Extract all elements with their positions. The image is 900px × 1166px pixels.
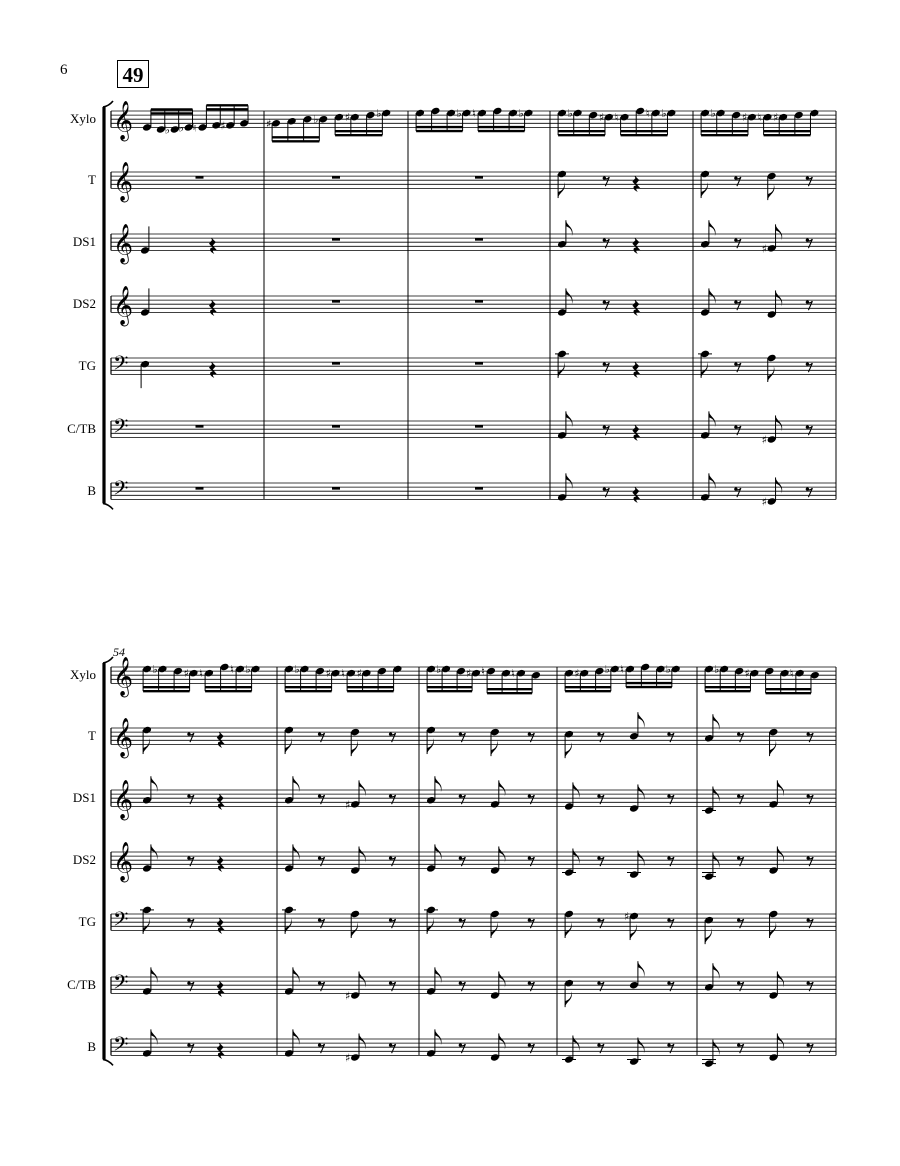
eighth-rest-stem <box>460 733 465 742</box>
eighth-rest-stem <box>739 919 744 928</box>
sharp-sign: ♯ <box>773 111 779 125</box>
eighth-rest-stem <box>807 363 812 372</box>
whole-rest <box>332 487 340 490</box>
note-flag <box>351 740 358 756</box>
eighth-rest-stem <box>739 1044 744 1053</box>
instrument-label: T <box>88 728 96 744</box>
instrument-label: B <box>87 483 96 499</box>
eighth-rest-stem <box>529 795 534 804</box>
sharp-sign: ♯ <box>220 119 226 133</box>
note-flag <box>770 740 777 756</box>
eighth-rest-stem <box>604 301 609 310</box>
sharp-sign: ♯ <box>574 667 580 681</box>
instrument-label: DS1 <box>72 790 96 806</box>
note-flag <box>573 782 580 798</box>
eighth-rest-stem <box>669 982 674 991</box>
eighth-rest-stem <box>391 982 396 991</box>
eighth-rest-stem <box>189 795 194 804</box>
flat-sign: ♭ <box>714 663 720 677</box>
eighth-rest-stem <box>599 857 604 866</box>
staff-xylo <box>111 656 836 728</box>
eighth-rest-stem <box>189 1044 194 1053</box>
treble-clef: 𝄞 <box>113 223 134 264</box>
natural-sign: ♮ <box>620 663 624 677</box>
eighth-rest-stem <box>604 239 609 248</box>
instrument-label: DS2 <box>72 296 96 312</box>
instrument-label: TG <box>78 914 96 930</box>
bass-clef: 𝄢 <box>113 1032 129 1061</box>
eighth-rest-stem <box>391 733 396 742</box>
staff-tg <box>111 350 836 421</box>
natural-sign: ♮ <box>614 111 619 125</box>
sharp-sign: ♯ <box>761 433 767 447</box>
eighth-rest-stem <box>460 795 465 804</box>
instrument-label: TG <box>78 358 96 374</box>
eighth-rest-stem <box>460 1044 465 1053</box>
quarter-rest <box>633 487 640 502</box>
instrument-label: T <box>88 172 96 188</box>
eighth-rest-stem <box>808 857 813 866</box>
sharp-sign: ♯ <box>345 1051 351 1065</box>
eighth-rest-stem <box>604 177 609 186</box>
eighth-rest-stem <box>460 919 465 928</box>
eighth-rest-stem <box>669 1044 674 1053</box>
note-flag <box>713 787 720 803</box>
eighth-rest-stem <box>736 426 741 435</box>
system-2 <box>103 656 836 1068</box>
whole-rest <box>332 425 340 428</box>
eighth-rest-stem <box>736 177 741 186</box>
eighth-rest-stem <box>808 982 813 991</box>
eighth-rest-stem <box>807 426 812 435</box>
natural-sign: ♮ <box>192 121 197 135</box>
eighth-rest-stem <box>320 982 325 991</box>
eighth-rest-stem <box>189 857 194 866</box>
quarter-rest <box>633 176 640 191</box>
treble-clef: 𝄞 <box>113 779 134 820</box>
measure-number-system-2: 54 <box>113 645 125 659</box>
treble-clef: 𝄞 <box>113 717 134 758</box>
staff-b <box>111 1029 836 1068</box>
eighth-rest-stem <box>391 1044 396 1053</box>
treble-clef: 𝄞 <box>113 285 134 326</box>
sharp-sign: ♯ <box>741 111 748 125</box>
whole-rest <box>332 300 340 303</box>
eighth-rest-stem <box>669 795 674 804</box>
flat-sign: ♭ <box>710 107 716 121</box>
sharp-sign: ♯ <box>266 117 272 131</box>
eighth-rest-stem <box>460 982 465 991</box>
flat-sign: ♭ <box>456 107 462 121</box>
eighth-rest-stem <box>529 982 534 991</box>
whole-rest <box>332 176 340 179</box>
quarter-rest <box>217 1043 224 1058</box>
staff-c-tb <box>111 411 836 483</box>
eighth-rest-stem <box>739 982 744 991</box>
natural-sign: ♮ <box>199 667 203 681</box>
eighth-rest-stem <box>736 239 741 248</box>
sharp-sign: ♯ <box>744 667 750 681</box>
eighth-rest-stem <box>808 1044 813 1053</box>
flat-sign: ♭ <box>567 107 573 121</box>
instrument-label: B <box>87 1039 96 1055</box>
note-flag <box>491 740 498 756</box>
rehearsal-mark: 49 <box>117 60 149 88</box>
instrument-label: DS1 <box>72 234 96 250</box>
eighth-rest-stem <box>807 488 812 497</box>
note-flag <box>638 961 645 977</box>
whole-rest <box>196 425 204 428</box>
eighth-rest-stem <box>599 919 604 928</box>
sharp-sign: ♯ <box>325 667 331 681</box>
whole-rest <box>475 362 483 365</box>
quarter-rest <box>217 856 224 871</box>
quarter-rest <box>217 732 224 747</box>
whole-rest <box>475 425 483 428</box>
whole-rest <box>196 176 204 179</box>
eighth-rest-stem <box>529 733 534 742</box>
eighth-rest-stem <box>599 733 604 742</box>
flat-sign: ♭ <box>313 113 319 127</box>
eighth-rest-stem <box>807 239 812 248</box>
whole-rest <box>332 362 340 365</box>
staff-t <box>111 712 836 790</box>
flat-sign: ♭ <box>294 663 300 677</box>
eighth-rest-stem <box>669 919 674 928</box>
sharp-sign: ♯ <box>624 910 630 924</box>
bass-clef: 𝄢 <box>113 351 129 380</box>
eighth-rest-stem <box>189 919 194 928</box>
note-flag <box>435 844 442 860</box>
quarter-rest <box>209 238 216 253</box>
whole-rest <box>475 300 483 303</box>
staff-c-tb <box>111 961 836 1039</box>
natural-sign: ♮ <box>230 663 234 677</box>
system-1 <box>103 100 836 509</box>
sharp-sign: ♯ <box>761 242 767 256</box>
bracket-bottom <box>103 503 113 509</box>
whole-rest <box>196 487 204 490</box>
flat-sign: ♭ <box>376 107 382 121</box>
quarter-rest <box>217 918 224 933</box>
sharp-sign: ♯ <box>761 495 767 509</box>
eighth-rest-stem <box>736 301 741 310</box>
flat-sign: ♭ <box>436 663 442 677</box>
instrument-label: DS2 <box>72 852 96 868</box>
note-flag <box>151 844 158 860</box>
eighth-rest-stem <box>808 795 813 804</box>
bracket-top <box>103 657 113 663</box>
natural-sign: ♮ <box>757 111 762 125</box>
staff-ds1 <box>111 220 836 296</box>
staff-ds1 <box>111 776 836 852</box>
treble-clef: 𝄞 <box>113 656 134 697</box>
flat-sign: ♭ <box>665 663 671 677</box>
bass-clef: 𝄢 <box>113 970 129 999</box>
flat-sign: ♭ <box>661 107 667 121</box>
eighth-rest-stem <box>739 733 744 742</box>
quarter-rest <box>209 300 216 315</box>
treble-clef: 𝄞 <box>113 161 134 202</box>
natural-sign: ♮ <box>645 107 650 121</box>
whole-rest <box>332 238 340 241</box>
eighth-rest-stem <box>529 857 534 866</box>
eighth-rest-stem <box>669 857 674 866</box>
quarter-rest <box>209 362 216 377</box>
quarter-rest <box>217 981 224 996</box>
instrument-label: Xylo <box>70 111 96 127</box>
sharp-sign: ♯ <box>466 667 472 681</box>
staff-xylo <box>111 100 836 172</box>
eighth-rest-stem <box>604 488 609 497</box>
staff-ds2 <box>111 285 836 358</box>
staff-b <box>111 473 836 508</box>
eighth-rest-stem <box>320 733 325 742</box>
instrument-label: Xylo <box>70 667 96 683</box>
natural-sign: ♮ <box>341 667 345 681</box>
natural-sign: ♮ <box>511 667 515 681</box>
bass-clef: 𝄢 <box>113 414 129 443</box>
sharp-sign: ♯ <box>344 111 351 125</box>
treble-clef: 𝄞 <box>113 841 134 882</box>
eighth-rest-stem <box>599 795 604 804</box>
eighth-rest-stem <box>807 301 812 310</box>
eighth-rest-stem <box>529 919 534 928</box>
sharp-sign: ♯ <box>598 111 605 125</box>
eighth-rest-stem <box>736 488 741 497</box>
bracket-top <box>103 101 113 107</box>
eighth-rest-stem <box>599 982 604 991</box>
note-flag <box>573 849 580 865</box>
eighth-rest-stem <box>391 795 396 804</box>
sharp-sign: ♯ <box>345 798 351 812</box>
eighth-rest-stem <box>739 795 744 804</box>
bass-clef: 𝄢 <box>113 907 129 936</box>
staff-tg <box>111 906 836 977</box>
eighth-rest-stem <box>529 1044 534 1053</box>
note-flag <box>768 184 775 200</box>
eighth-rest-stem <box>599 1044 604 1053</box>
eighth-rest-stem <box>391 919 396 928</box>
quarter-rest <box>633 425 640 440</box>
eighth-rest-stem <box>739 857 744 866</box>
eighth-rest-stem <box>604 426 609 435</box>
flat-sign: ♭ <box>178 121 184 135</box>
sharp-sign: ♯ <box>183 667 189 681</box>
eighth-rest-stem <box>320 857 325 866</box>
page-number: 6 <box>60 62 68 78</box>
eighth-rest-stem <box>808 919 813 928</box>
natural-sign: ♮ <box>481 665 485 679</box>
quarter-rest <box>633 238 640 253</box>
quarter-rest <box>633 300 640 315</box>
eighth-rest-stem <box>460 857 465 866</box>
staff-ds2 <box>111 841 836 914</box>
eighth-rest-stem <box>736 363 741 372</box>
whole-rest <box>475 487 483 490</box>
eighth-rest-stem <box>320 1044 325 1053</box>
whole-rest <box>475 176 483 179</box>
natural-sign: ♮ <box>472 107 476 121</box>
sharp-sign: ♯ <box>345 989 351 1003</box>
sharp-sign: ♯ <box>356 667 362 681</box>
whole-rest <box>475 238 483 241</box>
eighth-rest-stem <box>320 795 325 804</box>
note-flag <box>638 712 645 728</box>
eighth-rest-stem <box>807 177 812 186</box>
eighth-rest-stem <box>189 733 194 742</box>
eighth-rest-stem <box>604 363 609 372</box>
natural-sign: ♮ <box>789 667 794 681</box>
staff-t <box>111 161 836 234</box>
bass-clef: 𝄢 <box>113 476 129 505</box>
flat-sign: ♭ <box>152 663 158 677</box>
flat-sign: ♭ <box>604 663 610 677</box>
instrument-label: C/TB <box>67 421 96 437</box>
note-flag <box>293 844 300 860</box>
eighth-rest-stem <box>669 733 674 742</box>
flat-sign: ♭ <box>245 663 251 677</box>
eighth-rest-stem <box>391 857 396 866</box>
eighth-rest-stem <box>808 733 813 742</box>
flat-sign: ♭ <box>518 107 524 121</box>
instrument-label: C/TB <box>67 977 96 993</box>
flat-sign: ♭ <box>164 123 170 137</box>
bracket-bottom <box>103 1059 113 1065</box>
eighth-rest-stem <box>189 982 194 991</box>
treble-clef: 𝄞 <box>113 100 134 141</box>
quarter-rest <box>633 362 640 377</box>
eighth-rest-stem <box>320 919 325 928</box>
quarter-rest <box>217 794 224 809</box>
